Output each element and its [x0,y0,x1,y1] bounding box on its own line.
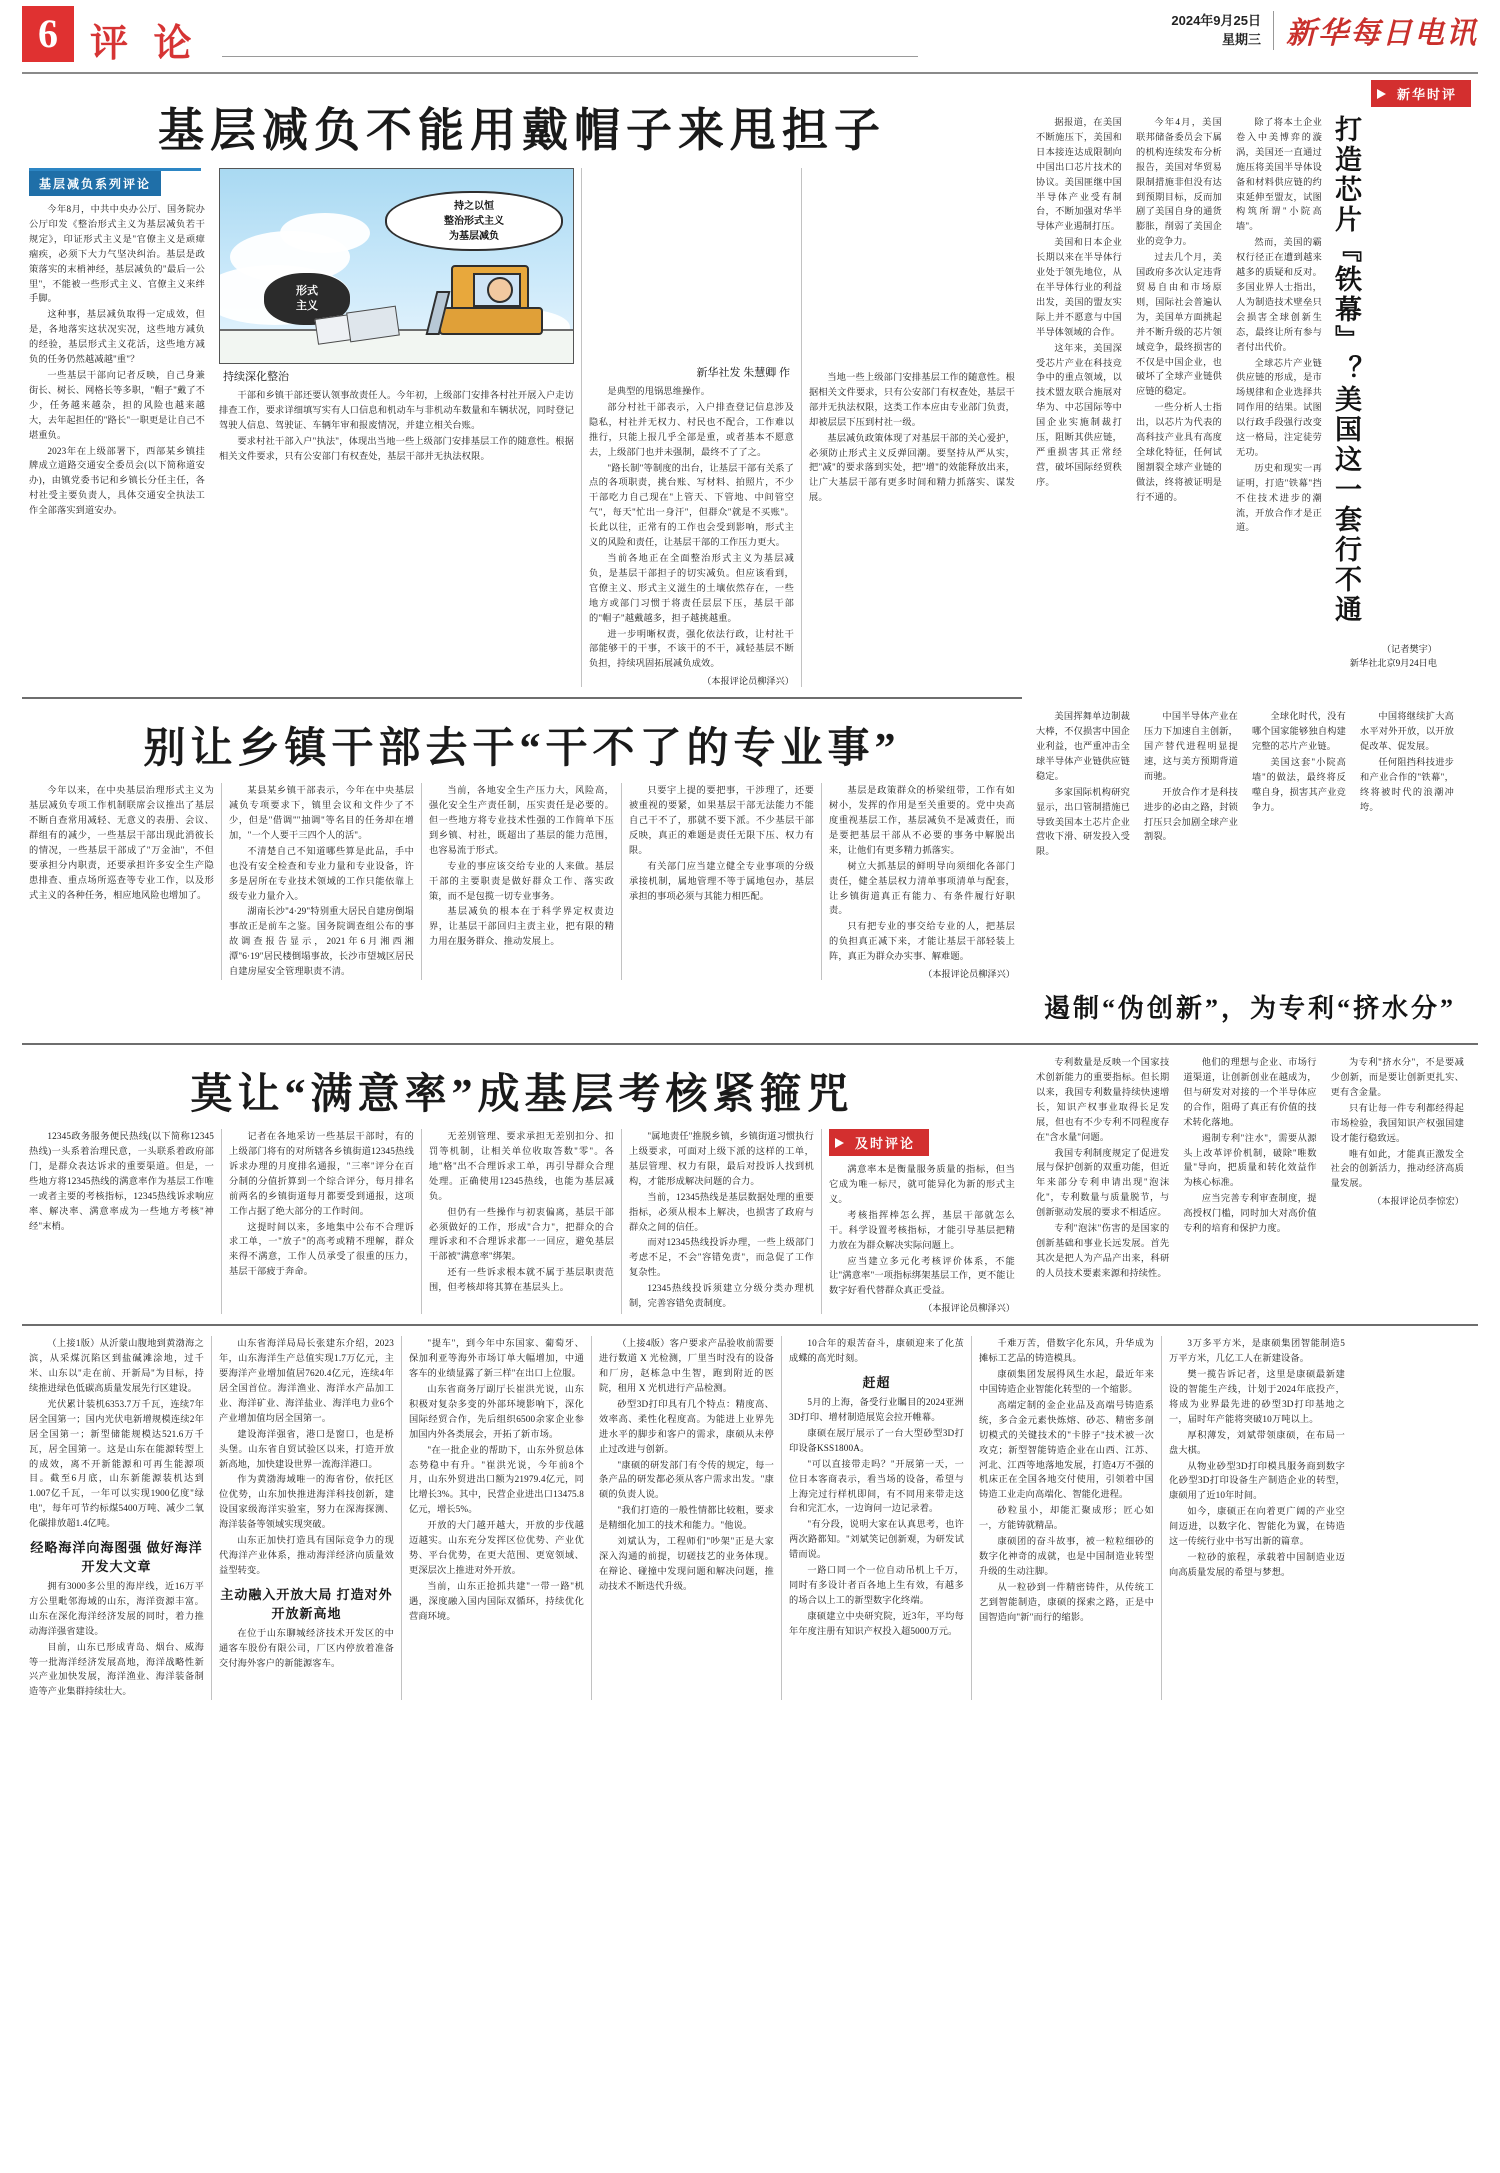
red-flag-badge: 新华时评 [1371,80,1471,107]
s3-col-3-text: 无差别管理、要求承担无差别扣分、扣罚等机制，让相关单位收取答数"零"。各地"格"出不合理诉求工单，再引导群众合理处理。正确使用12345热线，也能为基层减负。 但仍有一些操作与初衷偏离，基层干部必须做好的工作，形成"合力"，把群众的合理诉求和不合理诉求都一一回应，避免基层干部被"满意率"绑架。 还有一些诉求根本就不属于基层职责范围，但考核却将其算在基层头上。 [429,1131,614,1293]
section3-byline: （本报评论员柳泽兴） [923,1303,1015,1314]
s2-side-col-1 [1029,709,1137,860]
section2-side-body [1029,709,1471,860]
s2-col-1-text: 今年以来，在中央基层治理形式主义为基层减负专项工作机制联席会议推出了基层不断自查常用减轻、无意义的表册、会议、群组有的减少，一些基层干部出现此消彼长的情况，一些基层干部成了"万金油"，不但要承担分内职责，还要承担许多安全生产隐患排查、重点场所巡查等专业工作，以及形式主义的各种任务，相应地风险也增加了。 [29,785,214,900]
vertical-title-wrap [1329,115,1437,669]
lead-col-1 [22,168,212,687]
section3-main [22,1055,1022,1314]
s2-col-3-text: 当前，各地安全生产压力大，风险高，强化安全生产责任制，压实责任是必要的。但一些地方将专业技术性强的工作简单下压到乡镇、村社，既超出了基层的能力范围，也容易流于形式。 专业的事应该交给专业的人来做。基层干部的主要职责是做好群众工作、落实政策，而不是包揽一切专业事务。 基层减负的根本在于科学界定权责边界，让基层干部回归主责主业，把有限的精力用在服务群众、推动发展上。 [429,785,614,947]
s2-side-col-3 [1245,709,1353,860]
s2-col-4-text: 只要宇上提的要把事，干涉理了，还要被重视的要紧，如果基层干部无法能力不能自己干不了，那就不要下派。不少基层干部反映，真正的难题是责任无限下压、权力有限。 有关部门应当建立健全专业事项的分级承接机制，属地管理不等于属地包办，基层承担的事项必须与其能力相匹配。 [629,785,814,901]
section2-main [22,709,1022,980]
right-col-2 [1129,115,1229,669]
right-col-3 [1229,115,1329,669]
b-col-2 [212,1336,402,1700]
section2-side [1022,709,1478,980]
lead-col-2-text: 干部和乡镇干部还要认领事故责任人。今年初，上级部门安排各村社开展入户走访排查工作，要求详细填写实有人口信息和机动车与非机动车数量和车辆状况，同时登记驾驶人信息、驾驶证、车辆年审和报废情况，并建立相关台账。 要求村社干部入户"执法"，体现出当地一些上级部门安排基层工作的随意性。根据相关文件要求，只有公安部门有权查处，基层干部并无执法权限。 [219,390,574,461]
b-col-7-text: 3万多平方米，是康硕集团智能制造5万平方米，几亿工人在新建设备。 樊一揽告诉记者，这里是康硕最新建设的智能生产线，计划于2024年底投产，将成为业界最先进的砂型3D打印基地之一，届时年产能将突破10万吨以上。 厚积薄发，刘斌带领康硕，在布局一盘大棋。 从物业砂型3D打印模具服务商到数字化砂型3D打印设备生产制造企业的转型，康硕用了近10年时间。 如今，康硕正在向着更广阔的产业空间迈进，以数字化、智能化为翼，在铸造这一传统行业中书写出新的篇章。 一粒砂的旅程，承载着中国制造业迈向高质量发展的希望与梦想。 [1169,1338,1345,1577]
lead-article [22,80,1022,687]
lead-col-4 [802,168,1022,687]
b-col-1-text: （上接1版）从沂蒙山腹地到黄渤海之滨，从采煤沉陷区到盐碱滩涂地，过千米、山东以"走在前、开新局"为目标，持续推进绿色低碳高质量发展先行区建设。 光伏累计装机6353.7万千瓦，连续7年居全国第一；国内光伏电新增规模连续2年居全国第一；新型储能规模达521.6万千瓦，居全国第一。这是山东在能源转型上的成效，离不开新能源和可再生能源项目。截至6月底，山东新能源装机达到1.007亿千瓦，一年可以实现1900亿度"绿电"，每年可节约标煤5400万吨、减少二氧化碳排放超1.4亿吨。 [29,1338,204,1529]
lead-right [212,168,1022,687]
lead-col-4-text: 当地一些上级部门安排基层工作的随意性。根据相关文件要求，只有公安部门有权查处，基层干部并无执法权限，这类工作本应由专业部门负责，却被层层下压到村社一级。 基层减负政策体现了对基层干部的关心爱护，必须防止形式主义反弹回潮。要坚持从严从实，把"减"的要求落到实处，把"增"的效能释放出来，让广大基层干部有更多时间和精力抓落实、谋发展。 [809,372,1015,503]
s2-side-col-2-text: 中国半导体产业在压力下加速自主创新，国产替代进程明显提速，这与美方预期背道而驰。 开放合作才是科技进步的必由之路，封锁打压只会加剧全球产业割裂。 [1144,711,1238,842]
b-col-1 [22,1336,212,1700]
b-subhead-1: 经略海洋向海图强 做好海洋开发大文章 [30,1540,203,1575]
section3-top-rule [22,1043,1478,1045]
section2-byline: （本报评论员柳泽兴） [923,969,1015,980]
b-col-5-text: 10合年的艰苦奋斗，康硕迎来了化茧成蝶的高光时刻。 [789,1338,964,1364]
b-col-5 [782,1336,972,1700]
b-col-3-text: "提车"，到今年中东国家、葡萄牙、保加利亚等海外市场订单大幅增加，中通客车的业绩显露了新三样"在出口上位服。 山东省商务厅副厅长崔洪光说，山东积极对复杂多变的外部环境影响下，深化国际经贸合作，先后组织6500余家企业参加国内外各类展会，开拓了新市场。 "在一批企业的帮助下，山东外贸总体态势稳中有升。"崔洪光说，今年前8个月，山东外贸进出口额为21979.4亿元，同比增长3%。其中，民营企业进出口13475.8亿元，增长5%。 开放的大门越开越大，开放的步伐越迈越实。山东充分发挥区位优势、产业优势、平台优势，在更大范围、更宽领域、更深层次上推进对外开放。 当前，山东正抢抓共建"一带一路"机遇，深度融入国内国际双循环，持续优化营商环境。 [409,1338,584,1621]
section4-byline: （本报评论员李惊宏） [1372,1196,1464,1207]
masthead-divider [222,56,918,57]
right-commentary [1022,80,1478,687]
lead-col-1-text: 今年8月，中共中央办公厅、国务院办公厅印发《整治形式主义为基层减负若干规定》，印证形式主义是"官僚主义是顽瘴痼疾，必须下大力气坚决纠治。基层是政策落实的末梢神经，基层减负的"最后一公里"，不能被一些形式主义、官僚主义来绊手脚。 这种事，基层减负取得一定成效，但是，各地落实这状况实况，这些地方减负的经验，基层形式主义花活，这些地方减负的任务仍然越减越"重"？ 一些基层干部向记者反映，自己身兼街长、树长、网格长等多职，"帽子"戴了不少，任务越来越杂，担的风险也越来越大，去年起担任的"路长"一职更是让自己不堪重负。 2023年在上级部署下，西部某乡镇挂牌成立道路交通安全委员会(以下简称道安办)，由镇党委书记和乡镇长分任主任，各村社受主要负责人，具体交通安全执法工作全部落实到道安办。 [29,204,205,516]
s2-col-3 [422,783,622,980]
top-section [22,80,1478,687]
s4-col-2 [1176,1055,1323,1282]
s2-col-2-text: 某县某乡镇干部表示，今年在中央基层减负专项要求下，镇里会议和文件少了不少，但是"借调""抽调"等名目的任务却在增加，"一个人要干三四个人的活"。 不清楚自己不知道哪些算是此品，手中也没有安全检查和专业力量和专业设备，许多是居所在专业技术领域的工作只能依靠上级专业力量介入。 湖南长沙"4·29"特别重大居民自建房倒塌事故正是前车之鉴。国务院调查组公布的事故调查报告显示，2021年6月湘西湘潭"6·19"居民楼倒塌事故，长沙市望城区居民自建房屋安全管理职责不清。 [229,785,414,977]
caption-right: 新华社发 朱慧卿 作 [696,367,790,379]
s2-side-col-1-text: 美国挥舞单边制裁大棒，不仅损害中国企业利益，也严重冲击全球半导体产业链供应链稳定。 多家国际机构研究显示，出口管制措施已导致美国本土芯片企业营收下滑、研发投入受限。 [1036,711,1130,857]
s4-col-3-text: 为专利"挤水分"，不是要减少创新，而是要让创新更扎实、更有含金量。 只有让每一件专利都经得起市场检验，我国知识产权强国建设才能行稳致远。 唯有如此，才能真正激发全社会的创新活力，推动经济高质量发展。 [1330,1057,1464,1189]
b-subhead-2: 主动融入开放大局 打造对外开放新高地 [220,1586,393,1621]
section2-body [22,783,1022,980]
series-badge: 基层减负系列评论 [29,171,161,196]
bottom-section-rule [22,1324,1478,1326]
driver-head-icon [487,277,513,303]
cloud-icon [280,213,370,253]
section4-headline: 遏制“伪创新”，为专利“挤水分” [1043,994,1456,1024]
b-col-6 [972,1336,1162,1700]
s2-side-col-4 [1353,709,1461,860]
masthead [22,0,1478,70]
s3-col-2-text: 记者在各地采访一些基层干部时，有的上级部门将有的对所辖各乡镇街道12345热线诉求办理的月度排名通报，"三率"评分在百分制的分值折算到一个综合评分，每月排名前两名的乡镇街道每月都要受到通报，这项工作占据了绝大部分的工作时间。 这提时间以来，多地集中公布不合理诉求工单，一"放子"的高考或精不理解，群众来得不满意，工作人员承受了很重的压力，基层干部疲于奔命。 [229,1131,414,1277]
section1-byline: （本报评论员柳泽兴） [702,676,794,687]
right-commentary-byline: （记者樊宇） 新华社北京9月24日电 [1349,644,1437,668]
s3-col-3 [422,1129,622,1314]
s4-col-2-text: 他们的理想与企业、市场行道渠道，让创新创业在越成为，但与研发对对接的一个半导体应的合作，阻碍了真正有价值的技术转化落地。 遏制专利"注水"，需要从源头上改革评价机制，破除"唯数量"导向，把质量和转化效益作为核心标准。 应当完善专利审查制度，提高授权门槛，同时加大对高价值专利的培育和保护力度。 [1183,1057,1317,1234]
section2 [22,709,1478,980]
section4-head-row [22,980,1478,1033]
b-col-1-text2: 拥有3000多公里的海岸线，近16万平方公里毗邻海域的山东，海洋资源丰富。山东在深化海洋经济发展的同时，着力推动海洋强省建设。 目前，山东已形成青岛、烟台、威海等一批海洋经济发展高地，海洋战略性新兴产业加快发展，海洋渔业、海洋装备制造等产业集群持续壮大。 [29,1581,204,1697]
masthead-bottom-rule [22,72,1478,74]
bulldozer-base [439,307,543,335]
editorial-cartoon [219,168,574,364]
s3-col-5 [822,1129,1022,1314]
section2-headline: 别让乡镇干部去干“干不了的专业事” [143,726,901,773]
b-col-3 [402,1336,592,1700]
s4-col-1 [1029,1055,1176,1282]
lead-col-3-text: 是典型的甩锅思维操作。 部分村社干部表示，入户排查登记信息涉及隐私，村社并无权力、村民也不配合，工作难以推行，只能上报几乎全部是重，或者基本不愿意去，上级部门也并未强制，最终不了了之。 "路长制"等制度的出台，让基层干部有关系了点的各项职责，挑台账、写材料、拍照片，不少干部吃力自己现在"上管天、下管地、中间管空气"，每天"忙出一身汗"，但群众"就是不买账"。长此以往，正常有的工作也会受到影响，形式主义的风险和责任，让基层干部的工作压力更大。 当前各地正在全面整治形式主义为基层减负，是基层干部担子的切实减负。但应该看到，官僚主义、形式主义滋生的土壤依然存在，一些地方或部门习惯于将责任层层下压，基层干部的"帽子"越戴越多，担子越挑越重。 进一步明晰权责，强化依法行政，让村社干部能够干的干事，不该干的不干，减轻基层不断负担，持续巩固拓展减负成效。 [589,386,794,669]
lead-body [22,168,1022,687]
s3-col-1 [22,1129,222,1314]
lead-col-3 [582,168,802,687]
s2-side-col-3-text: 全球化时代，没有哪个国家能够独自构建完整的芯片产业链。 美国这套"小院高墙"的做法，最终将反噬自身，损害其产业竞争力。 [1252,711,1346,812]
cartoon-wrap [212,168,582,687]
s3-col-4-text: "属地责任"推脱乡镇，乡镇街道习惯执行上级要求，可面对上级下派的这样的工单，基层管理、权力有限，最后对投诉人找到机构，才能形成解决问题的合力。 当前，12345热线是基层数据处理的重要指标，必须从根本上解决，也损害了政府与群众之间的信任。 而对12345热线投诉办理，一些上级部门考虑不足，不会"容错免责"，而急促了工作复杂性。 12345热线投诉须建立分级分类办理机制，完善容错免责制度。 [629,1131,814,1309]
s2-side-col-2 [1137,709,1245,860]
b-col-6-text: 千难万苦，借数字化东风，升华成为摊标工艺品的铸造模具。 康硕集团发展得风生水起，最近年来中国铸造企业智能化转型的一个缩影。 高端定制的金企业品及高端号铸造系统，多合金元素快炼熔、砂芯、精密多剖切模式的关键技术的"卡脖子"技术被一次攻克；新型智能铸造企业在山西、江苏、河北、江西等地落地发展，打造4万不强的机床正在全国各地交付使用，引领着中国铸造工业走向高端化、智能化进程。 砂粒虽小，却能汇聚成形；匠心如一，方能铸就精品。 康硕团的奋斗故事，被一粒粒细砂的数字化神奇的成就，也是中国制造业转型升级的生动注脚。 从一粒砂到一件精密铸件，从传统工艺到智能制造，康硕的探索之路，正是中国智造向"新"而行的缩影。 [979,1338,1154,1622]
cartoon-credit [589,168,794,380]
right-commentary-body [1029,115,1471,669]
red-flag-wrap [1029,80,1471,107]
b-col-5-text2: 5月的上海，备受行业瞩目的2024亚洲3D打印、增材制造展览会拉开帷幕。 康硕在展厅展示了一台大型砂型3D打印设备KSS1800A。 "可以直接带走吗？"开展第一天，一位日本客商表示，看当场的设备，希望与上海完过行样机即间，有不同用来带走这台和完汇水，一边询问一边记录着。 "有分段，说明大家在认真思考，也许两次路都知。"刘斌笑记创新观，为研发试错而说。 一路口同一个一位自动吊机上千万，同时有多设计者百各地上生有效，有越多的场合以上工的新型数字化终端。 康硕建立中央研究院，近3年，平均每年年度注册有知识产权投入超5000万元。 [789,1397,964,1636]
section4-headline-wrap [1022,980,1478,1033]
s2-col-2 [222,783,422,980]
section4-body [1022,1055,1478,1314]
right-col-1 [1029,115,1129,669]
section3-red-flag: 及时评论 [829,1129,929,1156]
formalism-blob: 形式 主义 [264,273,350,325]
section3-flag-wrap [829,1129,1015,1156]
b-col-4 [592,1336,782,1700]
caption-left: 持续深化整治 [223,371,289,383]
speech-bubble-main: 持之以恒 整治形式主义 为基层减负 [385,191,563,251]
s2-side-col-4-text: 中国将继续扩大高水平对外开放，以开放促改革、促发展。 任何阻挡科技进步和产业合作的"铁幕"，终将被时代的浪潮冲垮。 [1360,711,1454,812]
section-title: 评 论 [90,23,200,65]
page-number-box: 6 [22,6,74,62]
s3-col-1-text: 12345政务服务便民热线(以下简称12345热线)一头系着治理民意，一头联系着政府部门，是群众表达诉求的重要渠道。但是，一些地方将12345热线的满意率作为基层工作唯一或者主要的考核指标，12345热线诉求响应率、解决率、满意率成为一些地方考核"神经"末梢。 [29,1131,214,1231]
paper-logo: 新华每日电讯 [1286,17,1478,50]
b-col-4-text: （上接4版）客户要求产品验收前需要进行数道 X 光检测，厂里当时没有的设备和厂房，赵栋急中生智，跑到附近的医院，租用 X 光机进行产品检测。 砂型3D打印具有几个特点：精度高、效率高、柔性化程度高。为能进上业界先进水平的脚步和客户的需求，康硕从未停止过改进与创新。 "康硕的研发部门有令传的规定，每一条产品的研发都必须从客户需求出发。"康硕的负责人说。 "我们打造的一般性情都比较粗，要求是精细化加工的技术和能力。"他说。 刘斌认为，工程师们"吵架"正是大家深入沟通的前提，切磋技艺的业务体现。在辩论、碰撞中发现问题和解决问题，推动技术不断迭代升级。 [599,1338,774,1591]
section4-cols [1029,1055,1471,1282]
bottom-section [22,1336,1478,1700]
cartoon-caption [219,364,574,384]
right-col-2-text: 今年4月，美国联邦储备委员会下属的机构连续发布分析报告，美国对华贸易限制措施非但没有达到预期目标，反而加剧了美国自身的通货膨胀，削弱了美国企业的竞争力。 过去几个月，美国政府多次认定违背贸易自由和市场原则，国际社会普遍认为，美国单方面挑起并不断升级的芯片领域竞争，最终损害的不仅是中国企业，也破坏了全球产业链供应链的稳定。 一些分析人士指出，以芯片为代表的高科技产业具有高度全球化特征，任何试图割裂全球产业链的做法，终将被证明是行不通的。 [1136,117,1222,502]
right-col-3-text: 除了将本土企业卷入中美博弈的漩涡，美国还一直通过施压将美国半导体设备和材料供应链的约束延伸至盟友，试图构筑所谓"小院高墙"。 然而，美国的霸权行径正在遭到越来越多的质疑和反对。多国业界人士指出，人为制造技术壁垒只会损害全球创新生态，最终让所有参与者付出代价。 全球芯片产业链供应链的形成，是市场规律和企业选择共同作用的结果。试图以行政手段强行改变这一格局，注定徒劳无功。 历史和现实一再证明，打造"铁幕"挡不住技术进步的潮流，开放合作才是正道。 [1236,117,1322,533]
right-col-1-text: 据报道，在美国不断施压下，美国和日本接连达成限制向中国出口芯片技术的协议。美国匪继中国半导体产业受有制台，不断加强对华半导体产业遏制打压。 美国和日本企业长期以来在半导体行业处于领先地位，从在半导体行业的利益出发，美国的盟友实际上并不愿意与中国半导体领域的合作。 这年来，美国深受芯片产业在科技竞争中的重点领域，以技术盟友联合施展对华为、中芯国际等中国企业实施制裁打压，阻断其供应链，严重损害其正常经营，破坏国际经贸秩序。 [1036,117,1122,487]
s2-col-5-text: 基层是政策群众的桥梁纽带，工作有如树小，发挥的作用是至关重要的。党中央高度重视基层工作，基层减负不是减责任，而是要把基层干部从不必要的事务中解脱出来，让他们有更多精力抓落实。 树立大抓基层的鲜明导向须细化各部门责任，健全基层权力清单事项清单与配套，让乡镇街道真正有能力、有条件履行好职责。 只有把专业的事交给专业的人，把基层的负担真正减下来，才能让基层干部轻装上阵，真正为群众办实事、解难题。 [829,785,1015,962]
s2-col-5 [822,783,1022,980]
masthead-right-group [1171,8,1478,52]
section3-body [22,1129,1022,1314]
section2-top-rule [22,697,1022,699]
s4-col-1-text: 专利数量是反映一个国家技术创新能力的重要指标。但长期以来，我国专利数量持续快速增长，知识产权事业取得长足发展，但也有不少专利不同程度存在"含水量"问题。 我国专利制度规定了促进发展与保护创新的双重功能，但近年来部分专利申请出现"泡沫化"，专利数量与质量脱节，与创新驱动发展的要求不相适应。 专利"泡沫"伤害的是国家的创新基础和事业长远发展。首先其次是把人为产品产出来，科研的人员技术要素来源和持续性。 [1036,1057,1170,1278]
s3-col-2 [222,1129,422,1314]
lead-cartoon-row [212,168,1022,687]
section3 [22,1055,1478,1314]
s4-col-3 [1324,1055,1471,1282]
b-col-2-text2: 在位于山东聊城经济技术开发区的中通客车股份有限公司，厂区内停放着准备交付海外客户的新能源客车。 [219,1627,394,1668]
s2-col-1 [22,783,222,980]
s2-col-4 [622,783,822,980]
b-col-2-text: 山东省海洋局局长张建东介绍，2023年，山东海洋生产总值实现1.7万亿元，主要海洋产业增加值居7620.4亿元，连续4年居全国首位。海洋渔业、海洋水产品加工业、海洋矿业、海洋盐业、海洋电力业6个产业增加值均居全国第一。 建设海洋强省，港口是窗口，也是桥头堡。山东省自贸试验区以来，打造开放新高地，加快建设世界一流海洋港口。 作为黄渤海域唯一的海省份，依托区位优势，山东加快推进海洋科技创新，建设国家级海洋实验室，努力在深海探测、海洋装备等领域实现突破。 山东正加快打造具有国际竞争力的现代海洋产业体系，推动海洋经济向质量效益型转变。 [219,1338,394,1575]
date-block [1171,11,1274,50]
vertical-headline: 打造芯片『铁幕』？美国这一套行不通 [1330,115,1361,625]
series-badge-wrap [29,168,201,202]
s3-col-5-text: 满意率本是衡量服务质量的指标，但当它成为唯一标尺，就可能异化为新的形式主义。 考核指挥棒怎么挥，基层干部就怎么干。科学设置考核指标，才能引导基层把精力放在为群众解决实际问题上。 应当建立多元化考核评价体系，不能让"满意率"一项指标绑架基层工作，更不能让数字好看代替群众真正受益。 [829,1164,1015,1296]
lead-headline: 基层减负不能用戴帽子来甩担子 [158,105,886,156]
b-col-7 [1162,1336,1352,1700]
issue-date: 2024年9月25日 [1171,12,1261,28]
s3-col-4 [622,1129,822,1314]
b-subhead-3: 赶超 [862,1375,891,1391]
section3-headline: 莫让“满意率”成基层考核紧箍咒 [190,1072,854,1119]
issue-weekday: 星期三 [1221,32,1261,47]
